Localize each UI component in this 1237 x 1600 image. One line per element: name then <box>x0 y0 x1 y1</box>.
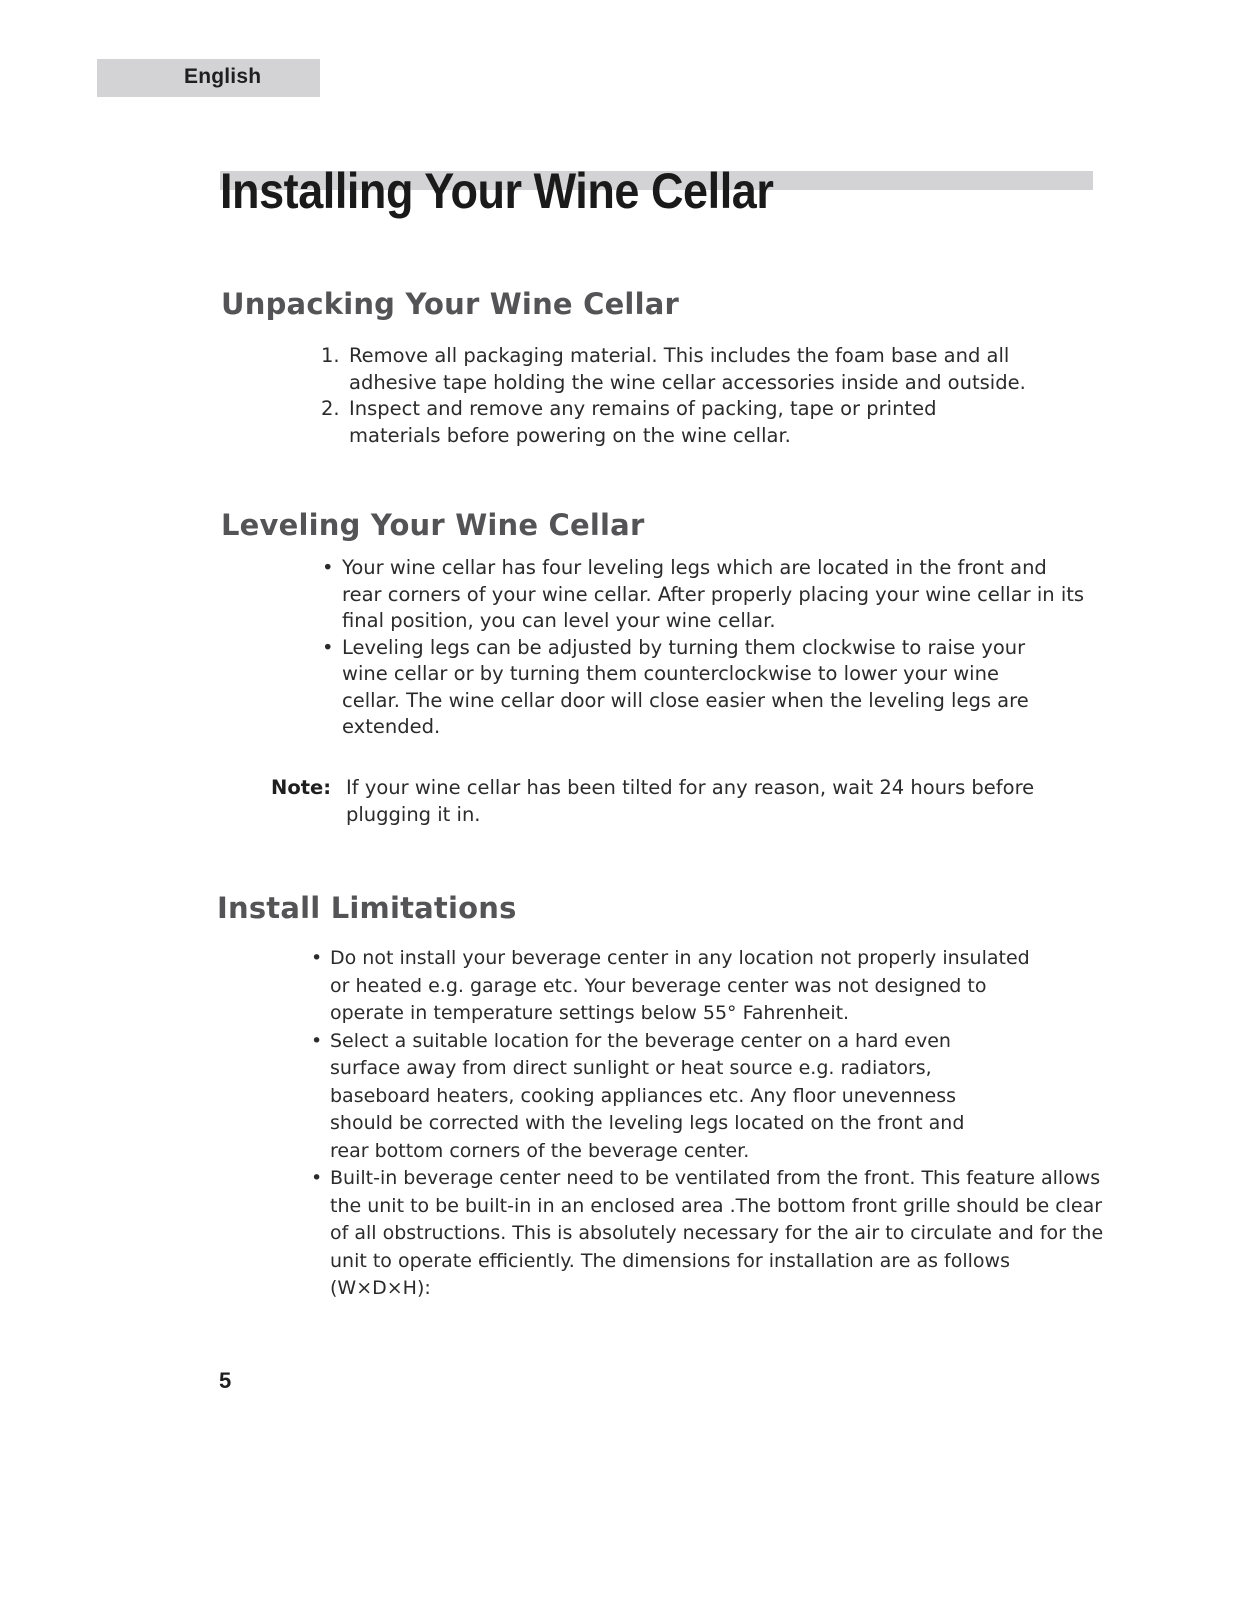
list-item <box>311 1165 1116 1303</box>
list-item-text: Select a suitable location for the beverage center on a hard even surface away from direct sunlight or heat source e.g. radiators, baseboard heaters, cooking appliances etc. Any floor unevenness should be corrected with the leveling legs located on the front and rear bottom corners of the beverage center. <box>330 1029 965 1162</box>
list-item-text: Built-in beverage center need to be ventilated from the front. This feature allows the unit to be built-in in an enclosed area .The bottom front grille should be clear of all obstructions. This is absolutely necessary for the air to circulate and for the unit to operate efficiently. The dimensions for installation are as follows (W×D×H): <box>330 1167 1104 1299</box>
bullet-icon: • <box>311 1167 323 1189</box>
list-item <box>311 945 1116 1028</box>
list-item <box>322 555 1092 635</box>
limitations-heading: Install Limitations <box>217 891 517 925</box>
unpacking-steps <box>321 343 1096 449</box>
limitations-bullets <box>311 945 1116 1303</box>
list-item-text: Leveling legs can be adjusted by turning them clockwise to raise your wine cellar or by turning them counterclockwise to lower your wine cellar. The wine cellar door will close easier when the leveling legs are extended. <box>342 635 1029 738</box>
page-title: Installing Your Wine Cellar <box>220 163 774 219</box>
page-number: 5 <box>219 1368 232 1393</box>
list-item <box>322 635 1092 741</box>
unpacking-heading: Unpacking Your Wine Cellar <box>221 287 679 321</box>
bullet-icon: • <box>322 635 334 659</box>
bullet-icon: • <box>311 947 323 969</box>
bullet-icon: • <box>311 1029 323 1052</box>
step-number: 2. <box>321 397 340 420</box>
step-number: 1. <box>321 344 340 367</box>
unpacking-step <box>321 343 1096 396</box>
step-text: Remove all packaging material. This includes the foam base and all adhesive tape holding the wine cellar accessories inside and outside. <box>349 344 1026 394</box>
leveling-heading: Leveling Your Wine Cellar <box>221 508 645 542</box>
list-item <box>311 1028 1116 1166</box>
note <box>271 775 1046 828</box>
unpacking-step <box>321 396 1096 449</box>
bullet-icon: • <box>322 556 334 579</box>
list-item-text: Your wine cellar has four leveling legs which are located in the front and rear corners of your wine cellar. After properly placing your wine cellar in its final position, you can level your wine cellar. <box>342 556 1085 632</box>
list-item-text: Do not install your beverage center in any location not properly insulated or heated e.g. garage etc. Your beverage center was not designed to operate in temperature settings below 55° Fahrenheit. <box>330 947 1030 1024</box>
note-label: Note: <box>271 776 332 799</box>
language-label: English <box>184 65 262 88</box>
step-text: Inspect and remove any remains of packing, tape or printed materials before powering on the wine cellar. <box>349 397 937 447</box>
language-tab <box>97 59 320 97</box>
leveling-bullets <box>322 555 1092 741</box>
note-text: If your wine cellar has been tilted for any reason, wait 24 hours before plugging it in. <box>346 776 1035 826</box>
